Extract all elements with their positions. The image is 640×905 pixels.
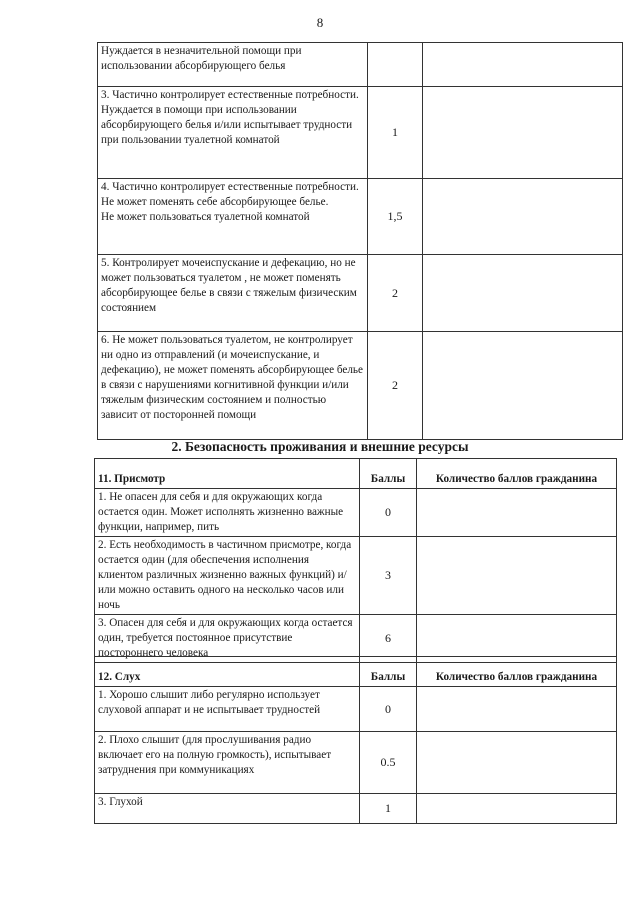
table-row [98,332,623,440]
citizen-score-cell[interactable] [423,179,623,255]
score-cell: 0.5 [360,732,417,794]
table-row [95,687,617,732]
score-cell [368,43,423,87]
citizen-score-cell[interactable] [423,332,623,440]
section-heading: 12. Слух [95,657,360,687]
citizen-score-cell[interactable] [417,732,617,794]
score-cell: 0 [360,687,417,732]
criterion-text: 5. Контролирует мочеиспускание и дефекацию, но не может пользоваться туалетом , не может поменять абсорбирующее белье в связи с тяжелым физическим состоянием [98,255,368,332]
criterion-text: 1. Не опасен для себя и для окружающих когда остается один. Может исполнять жизненно важные функции, например, пить [95,489,360,537]
criterion-text: 6. Не может пользоваться туалетом, не контролирует ни одно из отправлений (и мочеиспускание, и дефекацию), не может поменять абсорбирующее белье в связи с нарушениями когнитивной функции и/или тяжелым физическим состоянием и полностью зависит от посторонней помощи [98,332,368,440]
citizen-score-cell[interactable] [417,537,617,615]
criterion-text: 2. Есть необходимость в частичном присмотре, когда остается один (для обеспечения исполнения клиентом различных жизненно важных функций) и/или можно оставить одного на несколько часов или ночь [95,537,360,615]
citizen-score-cell[interactable] [423,87,623,179]
table-row [95,489,617,537]
table-header-row [95,657,617,687]
score-column-header: Баллы [360,459,417,489]
supervision-table [94,458,617,663]
score-cell: 1,5 [368,179,423,255]
criterion-text: 3. Опасен для себя и для окружающих когда остается один, требуется постоянное присутствие постороннего человека [95,615,360,663]
table-row [95,537,617,615]
score-column-header: Баллы [360,657,417,687]
page-number: 8 [316,15,324,30]
citizen-score-cell[interactable] [423,255,623,332]
hearing-table [94,656,617,824]
score-cell: 2 [368,255,423,332]
table-row [98,179,623,255]
table-row [95,794,617,824]
table-row [98,255,623,332]
criterion-text: 4. Частично контролирует естественные потребности. Не может поменять себе абсорбирующее белье. Не может пользоваться туалетной комнатой [98,179,368,255]
citizen-score-cell[interactable] [417,489,617,537]
citizen-score-cell[interactable] [417,794,617,824]
citizen-score-column-header: Количество баллов гражданина [417,657,617,687]
citizen-score-cell[interactable] [417,687,617,732]
criterion-text: 1. Хорошо слышит либо регулярно использует слуховой аппарат и не испытывает трудностей [95,687,360,732]
section-heading: 11. Присмотр [95,459,360,489]
citizen-score-column-header: Количество баллов гражданина [417,459,617,489]
score-cell: 2 [368,332,423,440]
score-cell: 3 [360,537,417,615]
table-row [98,43,623,87]
criterion-text: 2. Плохо слышит (для прослушивания радио включает его на полную громкость), испытывает затруднения при коммуникациях [95,732,360,794]
table-header-row [95,459,617,489]
citizen-score-cell[interactable] [423,43,623,87]
continence-table [97,42,623,440]
section-title: 2. Безопасность проживания и внешние ресурсы [171,439,469,454]
score-cell: 1 [360,794,417,824]
score-cell: 6 [360,615,417,663]
criterion-text: Нуждается в незначительной помощи при использовании абсорбирующего белья [98,43,368,87]
score-cell: 1 [368,87,423,179]
score-cell: 0 [360,489,417,537]
criterion-text: 3. Частично контролирует естественные потребности. Нуждается в помощи при использовании абсорбирующего белья и/или испытывает трудности при пользовании туалетной комнатой [98,87,368,179]
table-row [95,732,617,794]
criterion-text: 3. Глухой [95,794,360,824]
table-row [98,87,623,179]
